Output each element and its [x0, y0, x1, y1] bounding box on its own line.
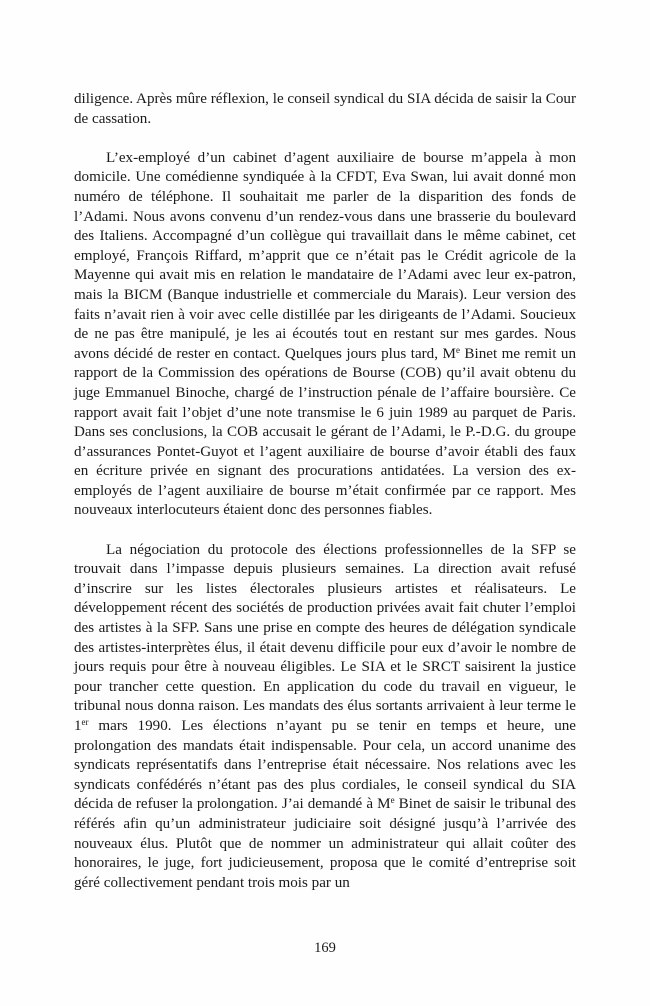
superscript: e: [390, 795, 395, 806]
paragraph-gap: [74, 129, 576, 149]
text-run: La négociation du protocole des élections professionnelles de la SFP se trouvait dans l’impasse depuis plusieurs semaines. La direction avait refusé d’inscrire sur les listes électorales plusieurs artistes et réalisateurs. Le développement récent des sociétés de production privées avait fait chuter l’emploi des artistes à la SFP. Sans une prise en compte des heures de délégation syndicale des artistes-interprètes élus, il était devenu difficile pour eux d’avoir le nombre de jours requis pour être à nouveau éligibles. Le SIA et le SRCT saisirent la justice pour trancher cette question. En application du code du travail en vigueur, le tribunal nous donna raison. Les mandats des élus sortants arrivaient à leur terme le 1: [74, 541, 576, 734]
superscript: e: [455, 344, 460, 355]
superscript: er: [81, 717, 89, 727]
text-run: diligence. Après mûre réflexion, le conseil syndical du SIA décida de saisir la Cour de cassation.: [74, 91, 576, 127]
paragraph: [74, 149, 576, 521]
text-run: Binet me remit un rapport de la Commission des opérations de Bourse (COB) qu’il avait obtenu du juge Emmanuel Binoche, chargé de l’instruction pénale de l’affaire boursière. Ce rapport avait fait l’objet d’une note transmise le 6 juin 1989 au parquet de Paris. Dans ses conclusions, la COB accusait le gérant de l’Adami, le P.-D.G. du groupe d’assurances Pontet-Guyot et l’agent auxiliaire de bourse d’avoir établi des faux en écriture privée en signant des procurations antidatées. La version des ex-employés de l’agent auxiliaire de bourse m’était confirmée par ce rapport. Mes nouveaux interlocuteurs étaient donc des personnes fiables.: [74, 345, 577, 519]
text-run: Binet de saisir le tribunal des référés afin qu’un administrateur judiciaire soit désigné jusqu’à l’arrivée des nouveaux élus. Plutôt que de nommer un administrateur qui allait coûter des honoraires, le juge, fort judicieusement, proposa que le comité d’entreprise soit géré collectivement pendant trois mois par un: [74, 796, 576, 891]
paragraph: [74, 90, 576, 129]
paragraph-gap: [74, 521, 576, 541]
body-text: [74, 90, 576, 893]
paragraph: [74, 541, 576, 894]
text-run: L’ex-employé d’un cabinet d’agent auxiliaire de bourse m’appela à mon domicile. Une comédienne syndiquée à la CFDT, Eva Swan, lui avait donné mon numéro de téléphone. Il souhaitait me parler de la disparition des fonds de l’Adami. Nous avons convenu d’un rendez-vous dans une brasserie du boulevard des Italiens. Accompagné d’un collègue qui travaillait dans le même cabinet, cet employé, François Riffard, m’apprit que ce n’était pas le Crédit agricole de la Mayenne qui avait mis en relation le mandataire de l’Adami avec leur ex-patron, mais la BICM (Banque industrielle et commerciale du Marais). Leur version des faits n’avait rien à voir avec celle distillée par les dirigeants de l’Adami. Soucieux de ne pas être manipulé, je les ai écoutés tout en restant sur mes gardes. Nous avons décidé de rester en contact. Quelques jours plus tard, M: [74, 149, 576, 362]
page-number: 169: [314, 940, 336, 956]
text-run: mars 1990. Les élections n’ayant pu se tenir en temps et heure, une prolongation des mandats était indispensable. Pour cela, un accord unanime des syndicats représentatifs dans l’entreprise était nécessaire. Nos relations avec les syndicats confédérés n’étant pas des plus cordiales, le conseil syndical du SIA décida de refuser la prolongation. J’ai demandé à M: [74, 718, 576, 813]
